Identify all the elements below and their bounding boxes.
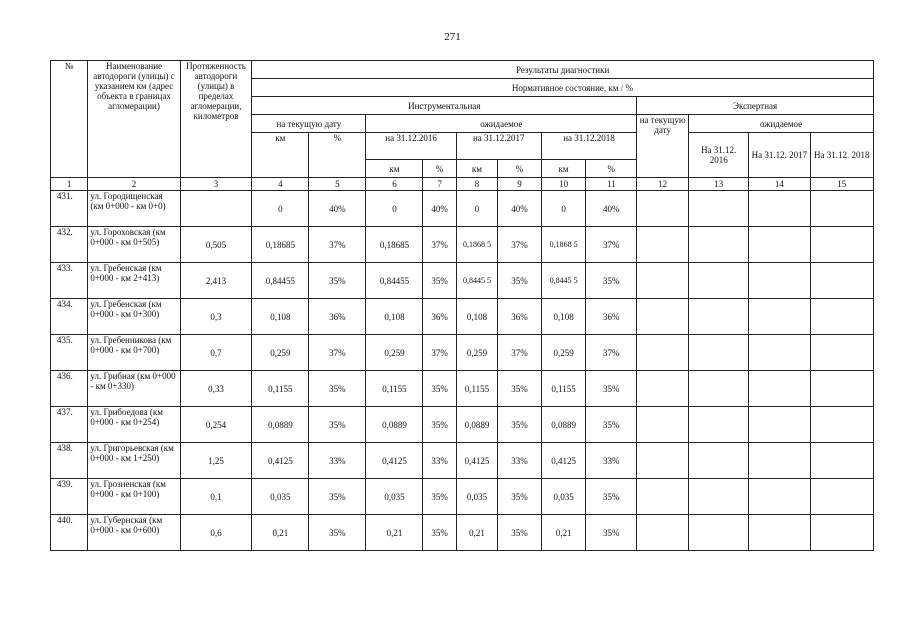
pct-2017: 35% [498,515,542,551]
road-name: ул. Гребенская (км 0+000 - км 2+413) [88,263,180,299]
current-pct: 37% [309,227,366,263]
table-row [51,479,874,515]
expert-cell [689,371,749,407]
header-km-2016: км [366,160,423,178]
header-pct-2017: % [498,160,542,178]
pct-2018: 33% [586,443,637,479]
km-2017: 0 [456,191,498,227]
header-expected: ожидаемое [366,115,637,133]
column-number: 12 [637,178,689,191]
road-length: 0,7 [180,335,252,371]
expert-cell [810,371,874,407]
pct-2016: 35% [423,263,456,299]
pct-2018: 35% [586,515,637,551]
road-length: 1,25 [180,443,252,479]
column-number: 3 [180,178,252,191]
current-km: 0,0889 [252,407,309,443]
header-date-2018: на 31.12.2018 [541,133,636,160]
pct-2016: 35% [423,371,456,407]
pct-2017: 36% [498,299,542,335]
column-number: 7 [423,178,456,191]
road-name: ул. Грибоедова (км 0+000 - км 0+254) [88,407,180,443]
expert-cell [637,263,689,299]
pct-2017: 35% [498,263,542,299]
expert-cell [689,227,749,263]
expert-cell [810,407,874,443]
pct-2016: 36% [423,299,456,335]
table-row [51,335,874,371]
expert-cell [749,443,810,479]
column-number: 6 [366,178,423,191]
km-2017: 0,259 [456,335,498,371]
km-2017: 0,4125 [456,443,498,479]
expert-cell [749,479,810,515]
column-number: 1 [51,178,88,191]
km-2018: 0,1155 [541,371,586,407]
km-2016: 0,0889 [366,407,423,443]
table-row [51,407,874,443]
km-2017: 0,21 [456,515,498,551]
expert-cell [689,335,749,371]
current-pct: 36% [309,299,366,335]
row-number: 431. [51,191,88,227]
table-row [51,515,874,551]
header-date-2016: на 31.12.2016 [366,133,456,160]
road-length: 0,3 [180,299,252,335]
road-length: 0,33 [180,371,252,407]
km-2017: 0,0889 [456,407,498,443]
km-2018: 0,0889 [541,407,586,443]
km-2016: 0,18685 [366,227,423,263]
km-2016: 0,84455 [366,263,423,299]
header-results: Результаты диагностики [252,61,874,79]
table-row [51,191,874,227]
current-pct: 35% [309,371,366,407]
expert-cell [749,407,810,443]
km-2017: 0,1155 [456,371,498,407]
pct-2016: 35% [423,515,456,551]
expert-cell [810,335,874,371]
expert-cell [749,263,810,299]
km-2016: 0 [366,191,423,227]
expert-cell [810,299,874,335]
current-km: 0 [252,191,309,227]
current-pct: 35% [309,263,366,299]
current-km: 0,108 [252,299,309,335]
header-normative: Нормативное состояние, км / % [252,79,874,97]
column-number: 2 [88,178,180,191]
expert-cell [810,191,874,227]
table-row [51,263,874,299]
diagnostics-table [50,60,874,551]
km-2016: 0,4125 [366,443,423,479]
expert-cell [749,299,810,335]
km-2018: 0 [541,191,586,227]
expert-cell [810,515,874,551]
row-number: 432. [51,227,88,263]
table-row [51,227,874,263]
pct-2017: 35% [498,407,542,443]
column-number-row [51,178,874,191]
km-2017: 0,1868 5 [456,227,498,263]
expert-cell [637,227,689,263]
header-expert: Экспертная [637,97,874,115]
column-number: 4 [252,178,309,191]
expert-cell [637,371,689,407]
row-number: 433. [51,263,88,299]
current-pct: 35% [309,407,366,443]
header-instrumental: Инструментальная [252,97,637,115]
pct-2018: 37% [586,227,637,263]
pct-2016: 35% [423,407,456,443]
road-name: ул. Городищенская (км 0+000 - км 0+0) [88,191,180,227]
road-name: ул. Грозненская (км 0+000 - км 0+100) [88,479,180,515]
km-2016: 0,1155 [366,371,423,407]
expert-cell [689,479,749,515]
row-number: 434. [51,299,88,335]
km-2018: 0,259 [541,335,586,371]
header-name: Наименование автодороги (улицы) с указанием км (адрес объекта в границах агломерации) [88,61,180,178]
pct-2017: 40% [498,191,542,227]
expert-cell [637,335,689,371]
header-km-2018: км [541,160,586,178]
expert-cell [689,263,749,299]
pct-2018: 37% [586,335,637,371]
pct-2018: 40% [586,191,637,227]
pct-2017: 33% [498,443,542,479]
expert-cell [637,191,689,227]
km-2018: 0,108 [541,299,586,335]
row-number: 438. [51,443,88,479]
expert-cell [749,227,810,263]
road-length: 0,1 [180,479,252,515]
km-2018: 0,4125 [541,443,586,479]
pct-2016: 37% [423,335,456,371]
column-number: 15 [810,178,874,191]
current-km: 0,21 [252,515,309,551]
header-cur-km: км [252,133,309,178]
header-current-date: на текущую дату [252,115,366,133]
column-number: 13 [689,178,749,191]
expert-cell [810,263,874,299]
pct-2016: 40% [423,191,456,227]
current-pct: 40% [309,191,366,227]
pct-2018: 35% [586,263,637,299]
km-2016: 0,035 [366,479,423,515]
header-pct-2016: % [423,160,456,178]
road-name: ул. Грибная (км 0+000 - км 0+330) [88,371,180,407]
expert-cell [637,443,689,479]
current-km: 0,4125 [252,443,309,479]
row-number: 439. [51,479,88,515]
expert-cell [637,479,689,515]
road-length: 0,505 [180,227,252,263]
header-pct-2018: % [586,160,637,178]
pct-2017: 35% [498,371,542,407]
current-km: 0,84455 [252,263,309,299]
expert-cell [810,227,874,263]
header-expert-expected: ожидаемое [689,115,874,133]
page-number: 271 [444,31,461,43]
table-row [51,443,874,479]
header-km-2017: км [456,160,498,178]
current-pct: 35% [309,479,366,515]
header-expert-current: на текущую дату [637,115,689,178]
road-length: 2,413 [180,263,252,299]
road-length [180,191,252,227]
pct-2016: 35% [423,479,456,515]
road-name: ул. Гороховская (км 0+000 - км 0+505) [88,227,180,263]
current-km: 0,035 [252,479,309,515]
expert-cell [689,191,749,227]
pct-2017: 35% [498,479,542,515]
expert-cell [689,299,749,335]
expert-cell [689,407,749,443]
road-length: 0,6 [180,515,252,551]
header-cur-pct: % [309,133,366,178]
row-number: 437. [51,407,88,443]
road-name: ул. Григорьевская (км 0+000 - км 1+250) [88,443,180,479]
column-number: 14 [749,178,810,191]
km-2018: 0,8445 5 [541,263,586,299]
expert-cell [749,371,810,407]
km-2018: 0,1868 5 [541,227,586,263]
current-km: 0,18685 [252,227,309,263]
expert-cell [810,443,874,479]
expert-cell [749,335,810,371]
header-length: Протяженность автодороги (улицы) в пределах агломерации, километров [180,61,252,178]
km-2017: 0,035 [456,479,498,515]
table-row [51,299,874,335]
current-km: 0,1155 [252,371,309,407]
pct-2018: 35% [586,407,637,443]
pct-2018: 35% [586,479,637,515]
row-number: 440. [51,515,88,551]
row-number: 436. [51,371,88,407]
header-date-2017: на 31.12.2017 [456,133,541,160]
pct-2016: 37% [423,227,456,263]
expert-cell [749,515,810,551]
expert-cell [637,407,689,443]
km-2016: 0,108 [366,299,423,335]
header-exp-2018: На 31.12. 2018 [810,133,874,178]
column-number: 5 [309,178,366,191]
header-exp-2016: На 31.12. 2016 [689,133,749,178]
expert-cell [749,191,810,227]
road-name: ул. Гребенникова (км 0+000 - км 0+700) [88,335,180,371]
current-pct: 37% [309,335,366,371]
header-no: № [51,61,88,178]
pct-2018: 36% [586,299,637,335]
km-2016: 0,259 [366,335,423,371]
km-2016: 0,21 [366,515,423,551]
header-exp-2017: На 31.12. 2017 [749,133,810,178]
pct-2016: 33% [423,443,456,479]
column-number: 11 [586,178,637,191]
expert-cell [689,515,749,551]
column-number: 9 [498,178,542,191]
pct-2018: 35% [586,371,637,407]
table-row [51,371,874,407]
expert-cell [810,479,874,515]
km-2017: 0,108 [456,299,498,335]
pct-2017: 37% [498,227,542,263]
expert-cell [689,443,749,479]
km-2018: 0,035 [541,479,586,515]
current-km: 0,259 [252,335,309,371]
road-length: 0,254 [180,407,252,443]
column-number: 10 [541,178,586,191]
column-number: 8 [456,178,498,191]
current-pct: 35% [309,515,366,551]
expert-cell [637,515,689,551]
current-pct: 33% [309,443,366,479]
km-2017: 0,8445 5 [456,263,498,299]
row-number: 435. [51,335,88,371]
road-name: ул. Губернская (км 0+000 - км 0+600) [88,515,180,551]
pct-2017: 37% [498,335,542,371]
road-name: ул. Гребенская (км 0+000 - км 0+300) [88,299,180,335]
expert-cell [637,299,689,335]
km-2018: 0,21 [541,515,586,551]
